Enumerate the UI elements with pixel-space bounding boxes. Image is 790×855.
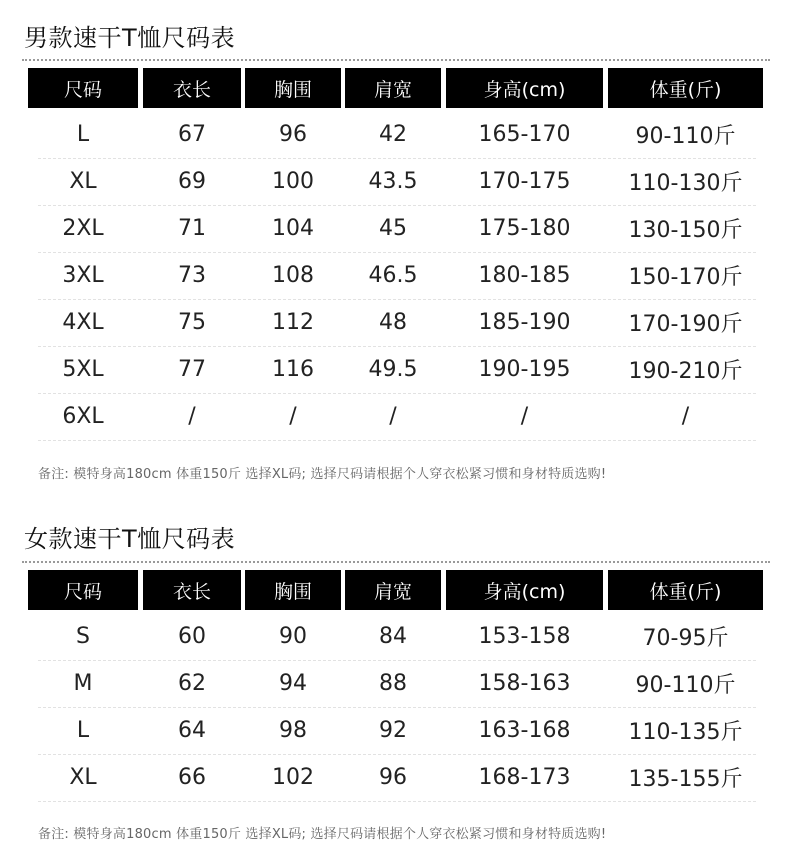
cell-shoulder: 49.5 xyxy=(368,356,418,382)
cell-shoulder: 43.5 xyxy=(368,168,418,194)
cell-size: 4XL xyxy=(62,309,104,335)
table-row xyxy=(0,755,790,802)
section-title: 男款速干T恤尺码表 xyxy=(24,24,236,52)
cell-size: 5XL xyxy=(62,356,104,382)
header-chest: 胸围 xyxy=(245,68,341,108)
header-size: 尺码 xyxy=(28,68,138,108)
cell-size: M xyxy=(73,670,93,696)
cell-weight: 110-135斤 xyxy=(628,719,743,745)
cell-chest: 108 xyxy=(272,262,314,288)
cell-weight: / xyxy=(681,403,690,429)
cell-weight: 135-155斤 xyxy=(628,766,743,792)
header-chest: 胸围 xyxy=(245,570,341,610)
cell-weight: 70-95斤 xyxy=(642,625,729,651)
cell-height: 158-163 xyxy=(478,670,571,696)
cell-size: L xyxy=(76,121,90,147)
header-height: 身高(cm) xyxy=(446,570,603,610)
cell-size: L xyxy=(76,717,90,743)
cell-chest: 102 xyxy=(272,764,314,790)
cell-size: 3XL xyxy=(62,262,104,288)
cell-size: XL xyxy=(69,764,97,790)
table-row xyxy=(0,661,790,708)
cell-chest: / xyxy=(289,403,297,429)
cell-chest: 96 xyxy=(279,121,307,147)
cell-chest: 116 xyxy=(272,356,314,382)
cell-length: 62 xyxy=(178,670,206,696)
cell-size: XL xyxy=(69,168,97,194)
cell-size: S xyxy=(76,623,90,649)
header-weight: 体重(斤) xyxy=(608,570,763,610)
footnote: 备注: 模特身高180cm 体重150斤 选择XL码; 选择尺码请根据个人穿衣松紧习惯和身材特质选购! xyxy=(38,467,607,482)
cell-length: 73 xyxy=(178,262,206,288)
cell-shoulder: 42 xyxy=(379,121,407,147)
cell-length: 69 xyxy=(178,168,206,194)
table-row xyxy=(0,708,790,755)
cell-weight: 130-150斤 xyxy=(628,217,743,243)
cell-shoulder: 46.5 xyxy=(368,262,418,288)
header-length: 衣长 xyxy=(143,68,241,108)
cell-height: 190-195 xyxy=(478,356,571,382)
cell-length: 66 xyxy=(178,764,206,790)
cell-height: 180-185 xyxy=(478,262,571,288)
cell-size: 2XL xyxy=(62,215,104,241)
cell-length: / xyxy=(188,403,196,429)
cell-length: 77 xyxy=(178,356,206,382)
cell-weight: 170-190斤 xyxy=(628,311,743,337)
row-divider xyxy=(38,801,756,802)
cell-size: 6XL xyxy=(62,403,104,429)
cell-height: 185-190 xyxy=(478,309,571,335)
title-divider xyxy=(22,561,770,563)
cell-height: 163-168 xyxy=(478,717,571,743)
cell-chest: 104 xyxy=(272,215,314,241)
cell-length: 67 xyxy=(178,121,206,147)
section-title: 女款速干T恤尺码表 xyxy=(24,525,236,553)
cell-shoulder: 92 xyxy=(379,717,407,743)
cell-length: 60 xyxy=(178,623,206,649)
cell-shoulder: 88 xyxy=(379,670,407,696)
cell-shoulder: 45 xyxy=(379,215,407,241)
cell-weight: 110-130斤 xyxy=(628,170,743,196)
cell-height: 165-170 xyxy=(478,121,571,147)
cell-chest: 98 xyxy=(279,717,307,743)
cell-chest: 100 xyxy=(272,168,314,194)
cell-shoulder: 96 xyxy=(379,764,407,790)
header-length: 衣长 xyxy=(143,570,241,610)
cell-shoulder: 48 xyxy=(379,309,407,335)
header-weight: 体重(斤) xyxy=(608,68,763,108)
cell-weight: 90-110斤 xyxy=(635,123,736,149)
cell-shoulder: 84 xyxy=(379,623,407,649)
header-shoulder: 肩宽 xyxy=(345,68,441,108)
header-shoulder: 肩宽 xyxy=(345,570,441,610)
table-row xyxy=(0,614,790,661)
cell-chest: 94 xyxy=(279,670,307,696)
cell-chest: 112 xyxy=(272,309,314,335)
header-size: 尺码 xyxy=(28,570,138,610)
cell-weight: 190-210斤 xyxy=(628,358,743,384)
cell-shoulder: / xyxy=(389,403,397,429)
cell-height: 170-175 xyxy=(478,168,571,194)
cell-length: 71 xyxy=(178,215,206,241)
cell-weight: 90-110斤 xyxy=(635,672,736,698)
table-header xyxy=(0,570,790,610)
footnote: 备注: 模特身高180cm 体重150斤 选择XL码; 选择尺码请根据个人穿衣松紧习惯和身材特质选购! xyxy=(38,827,607,842)
cell-weight: 150-170斤 xyxy=(628,264,743,290)
cell-length: 64 xyxy=(178,717,206,743)
cell-height: 175-180 xyxy=(478,215,571,241)
cell-height: 168-173 xyxy=(478,764,571,790)
header-height: 身高(cm) xyxy=(446,68,603,108)
cell-length: 75 xyxy=(178,309,206,335)
cell-chest: 90 xyxy=(279,623,307,649)
cell-height: / xyxy=(520,403,529,429)
cell-height: 153-158 xyxy=(478,623,571,649)
